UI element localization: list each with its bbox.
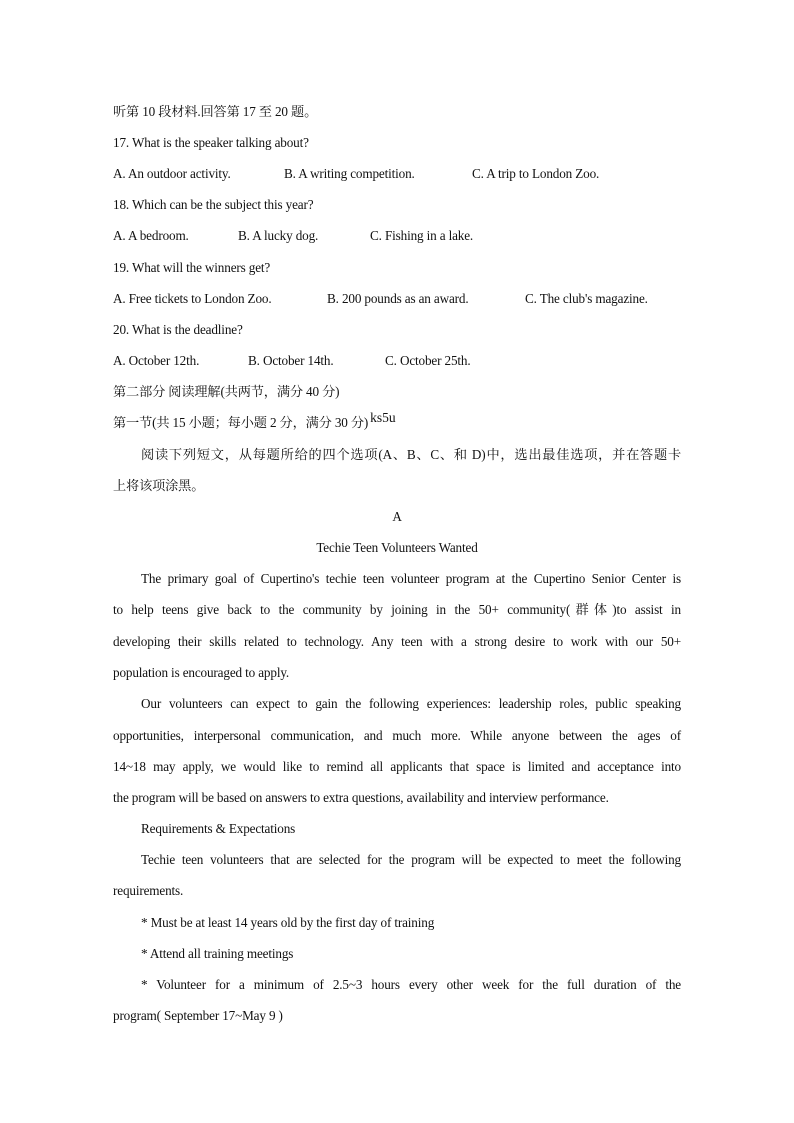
question-18-option-a: A. A bedroom. [113,228,189,243]
question-19-option-b: B. 200 pounds as an award. [327,291,469,306]
passage-title: Techie Teen Volunteers Wanted [316,540,478,555]
question-20-option-c: C. October 25th. [385,353,471,368]
question-18-option-b: B. A lucky dog. [238,228,319,243]
question-19-option-a: A. Free tickets to London Zoo. [113,291,272,306]
question-20-option-b: B. October 14th. [248,353,334,368]
watermark-mark: ks5u [370,410,396,425]
question-17-stem: 17. What is the speaker talking about? [113,135,309,150]
question-17-option-c: C. A trip to London Zoo. [472,166,600,181]
paragraph-2-line-4: the program will be based on answers to extra questions, availability and interview performance. [113,790,609,805]
paragraph-3-line-2: requirements. [113,883,184,898]
question-20-stem: 20. What is the deadline? [113,322,243,337]
section-one-title-text: 第一节(共 15 小题；每小题 2 分，满分 30 分) [113,415,369,430]
question-17-option-b: B. A writing competition. [284,166,415,181]
question-19-stem: 19. What will the winners get? [113,260,271,275]
paragraph-2-line-1: Our volunteers can expect to gain the following experiences: leadership roles, public speaking [141,696,681,711]
paragraph-1-line-4: population is encouraged to apply. [113,665,290,680]
question-17-option-a: A. An outdoor activity. [113,166,231,181]
paragraph-2-line-3: 14~18 may apply, we would like to remind all applicants that space is limited and acceptance into [113,759,681,774]
paragraph-1-line-2: to help teens give back to the community by joining in the 50+ community(群体)to assist in [113,602,681,617]
requirements-heading: Requirements & Expectations [141,821,296,836]
paragraph-1-line-1: The primary goal of Cupertino's techie teen volunteer program at the Cupertino Senior Center is [141,571,681,586]
listening-intro: 听第 10 段材料.回答第 17 至 20 题。 [113,104,318,119]
question-20-option-a: A. October 12th. [113,353,200,368]
requirement-bullet-2: * Attend all training meetings [141,946,294,961]
requirement-bullet-1: * Must be at least 14 years old by the first day of training [141,915,435,930]
section-one-title [113,410,681,432]
requirement-bullet-3-line-1: * Volunteer for a minimum of 2.5~3 hours every other week for the full duration of the [141,977,681,992]
paragraph-1-line-3: developing their skills related to technology. Any teen with a strong desire to work with our 50+ [113,634,681,649]
paragraph-3-line-1: Techie teen volunteers that are selected for the program will be expected to meet the following [141,852,681,867]
requirement-bullet-3-line-2: program( September 17~May 9 ) [113,1008,283,1023]
instruction-line-2: 上将该项涂黑。 [113,478,205,493]
passage-letter: A [392,509,402,524]
part-two-title: 第二部分 阅读理解(共两节，满分 40 分) [113,384,340,399]
question-18-option-c: C. Fishing in a lake. [370,228,474,243]
question-19-option-c: C. The club's magazine. [525,291,648,306]
instruction-line-1: 阅读下列短文，从每题所给的四个选项(A、B、C、和 D)中，选出最佳选项，并在答题卡 [141,447,681,462]
question-18-stem: 18. Which can be the subject this year? [113,197,314,212]
paragraph-2-line-2: opportunities, interpersonal communication, and much more. While anyone between the ages of [113,728,681,743]
